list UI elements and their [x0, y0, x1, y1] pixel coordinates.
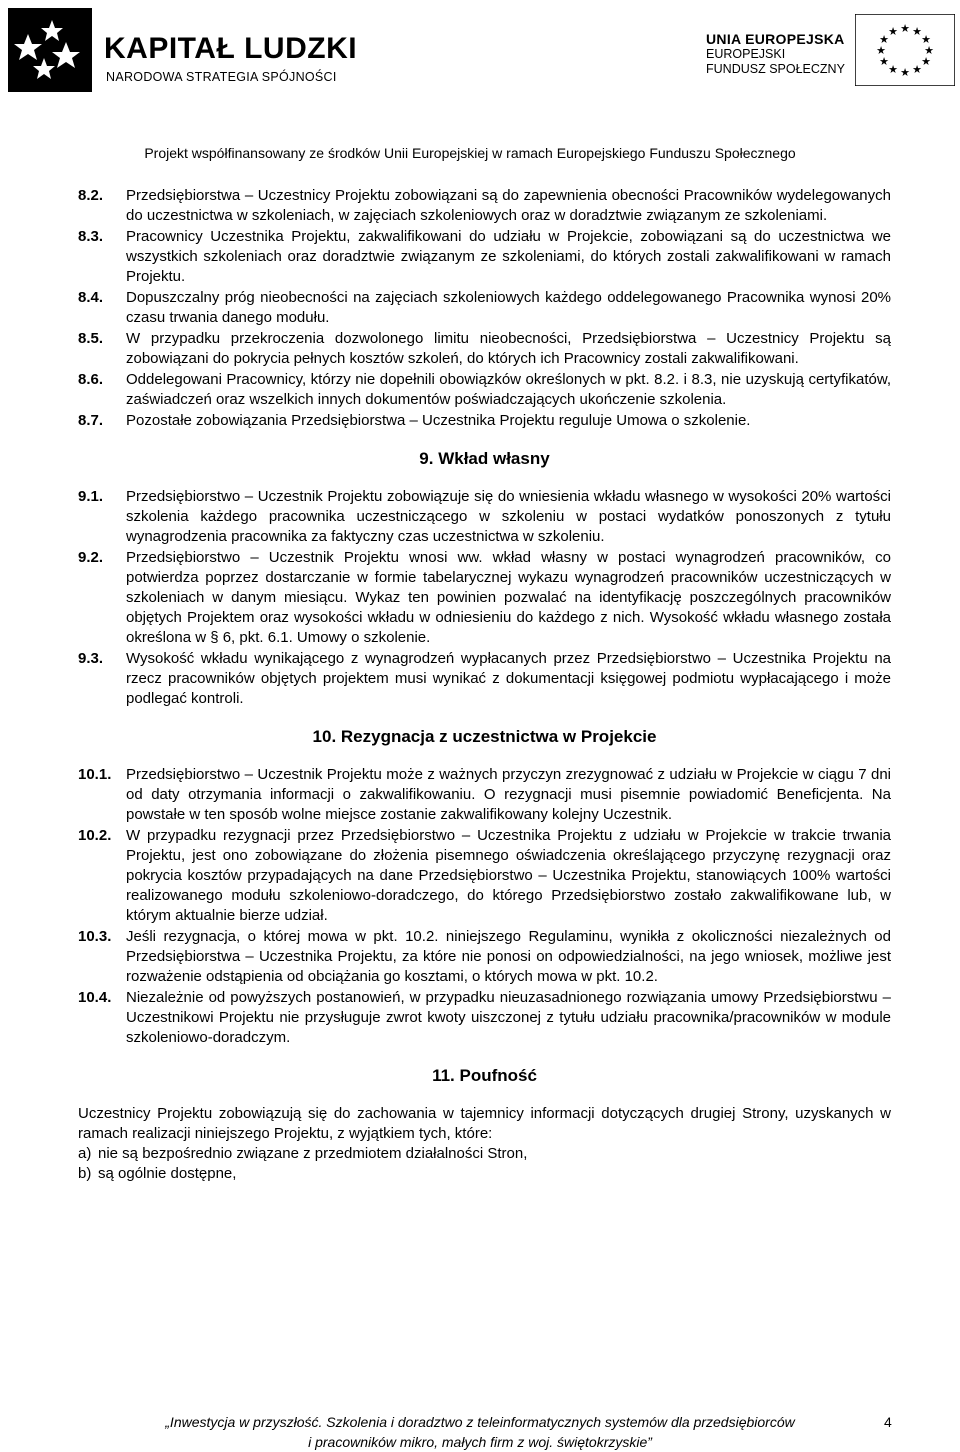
list-letter: a)	[78, 1145, 92, 1162]
clause-text: W przypadku przekroczenia dozwolonego limitu nieobecności, Przedsiębiorstwa – Uczestnicy Projektu są zobowiązani do pokrycia pełnych kosztów szkoleń, do których ich Pracownicy zostali zakwalifikowani.	[126, 330, 891, 367]
document-body	[78, 186, 891, 1184]
clause-text: Pracownicy Uczestnika Projektu, zakwalifikowani do udziału w Projekcie, zobowiązani są do uczestnictwa we wszystkich szkoleniach oraz doradztwie związanym ze szkoleniami, do których zostali zakwalifikowani w ramach Projektu.	[126, 228, 891, 285]
clause-8-6	[78, 370, 891, 410]
section-11-paragraph: Uczestnicy Projektu zobowiązują się do zachowania w tajemnicy informacji dotyczących drugiej Strony, uzyskanych w ramach realizacji niniejszego Projektu, z wyjątkiem tych, które:	[78, 1105, 891, 1142]
clause-text: Wysokość wkładu wynikającego z wynagrodzeń wypłacanych przez Przedsiębiorstwo – Uczestnika Projektu na rzecz pracowników objętych projektem musi wynikać z dokumentacji księgowej podmiotu wypłacającego i może podlegać kontroli.	[126, 650, 891, 707]
clause-8-5	[78, 329, 891, 369]
svg-text:★: ★	[879, 33, 889, 46]
clause-text: Przedsiębiorstwo – Uczestnik Projektu wnosi ww. wkład własny w postaci wynagrodzeń pracowników, co potwierdza poprzez dostarczanie w formie tabelarycznej wykazu wynagrodzeń pracowników uczestniczących w szkoleniach w danym miesiącu. Wykaz ten powinien pozwalać na identyfikację poszczególnych pracowników objętych Projektem oraz wysokości wkładu w odniesieniu do każdego z nich. Wysokość wkładu własnego została określona w § 6, pkt. 6.1. Umowy o szkolenie.	[126, 549, 891, 646]
section-9-heading: 9. Wkład własny	[419, 449, 550, 468]
clause-10-2	[78, 826, 891, 926]
page-number: 4	[884, 1414, 892, 1430]
svg-text:★: ★	[876, 44, 886, 57]
section-10-list	[78, 765, 891, 1048]
svg-text:★: ★	[888, 63, 898, 76]
kapital-ludzki-subtitle: NARODOWA STRATEGIA SPÓJNOŚCI	[106, 70, 337, 84]
clause-text: Jeśli rezygnacja, o której mowa w pkt. 10.2. niniejszego Regulaminu, wynikła z okoliczności niezależnych od Przedsiębiorstwa – Uczestnika Projektu, za które nie ponosi on odpowiedzialności, na jego wniosek, możliwe jest rozważenie odstąpienia od obciążania go kosztami, o których mowa w pkt. 10.2.	[126, 928, 891, 985]
clause-text: W przypadku rezygnacji przez Przedsiębiorstwo – Uczestnika Projektu z udziału w Projekcie w trakcie trwania Projektu, jest ono zobowiązane do złożenia pisemnego oświadczenia określającego przyczynę rezygnacji oraz pokrycia kosztów przypadających na dane Przedsiębiorstwo – Uczestnika Projektu, stanowiących 100% wartości realizowanego modułu szkoleniowo-doradczego, do którego Przedsiębiorstwo zostało zakwalifikowane lub, w którym aktualnie bierze udział.	[126, 827, 891, 924]
clause-text: Pozostałe zobowiązania Przedsiębiorstwa – Uczestnika Projektu reguluje Umowa o szkolenie.	[126, 412, 751, 429]
list-item	[78, 1144, 891, 1164]
clause-number: 10.1.	[78, 766, 112, 783]
footer-line-1: „Inwestycja w przyszłość. Szkolenia i doradztwo z teleinformatycznych systemów dla przedsiębiorców	[165, 1414, 795, 1430]
clause-number: 10.4.	[78, 989, 112, 1006]
clause-number: 9.1.	[78, 488, 104, 505]
clause-number: 10.3.	[78, 928, 112, 945]
clause-text: Przedsiębiorstwa – Uczestnicy Projektu zobowiązani są do zapewnienia obecności Pracowników wydelegowanych do uczestnictwa w szkoleniach, w zajęciach szkoleniowych oraz w doradztwie związanym ze szkoleniami.	[126, 187, 891, 224]
eu-line-3: FUNDUSZ SPOŁECZNY	[706, 62, 845, 76]
clause-number: 9.2.	[78, 549, 104, 566]
clause-number: 8.6.	[78, 371, 104, 388]
section-8-list	[78, 186, 891, 431]
clause-8-4	[78, 288, 891, 328]
clause-number: 9.3.	[78, 650, 104, 667]
clause-text: Przedsiębiorstwo – Uczestnik Projektu zobowiązuje się do wniesienia wkładu własnego w wysokości 20% wartości szkolenia każdego pracownika uczestniczącego w szkoleniu w postaci wydatków ponoszonych z tytułu wynagrodzenia pracownika za faktyczny czas uczestnictwa w szkoleniu.	[126, 488, 891, 545]
clause-text: Przedsiębiorstwo – Uczestnik Projektu może z ważnych przyczyn zrezygnować z udziału w Projekcie w ciągu 7 dni od daty otrzymania informacji o zakwalifikowaniu. O rezygnacji musi pisemnie powiadomić Beneficjenta. Na powstałe w ten sposób wolne miejsce zostanie zakwalifikowany kolejny Uczestnik.	[126, 766, 891, 823]
clause-text: Oddelegowani Pracownicy, którzy nie dopełnili obowiązków określonych w pkt. 8.2. i 8.3, nie uzyskują certyfikatów, zaświadczeń oraz wszelkich innych dokumentów poświadczających ukończenie szkolenia.	[126, 371, 891, 408]
clause-8-2	[78, 186, 891, 226]
footer-line-2: i pracowników mikro, małych firm z woj. świętokrzyskie”	[308, 1434, 652, 1450]
eu-flag-icon	[855, 14, 955, 86]
clause-number: 8.2.	[78, 187, 104, 204]
clause-8-3	[78, 227, 891, 287]
section-11-heading: 11. Poufność	[432, 1066, 537, 1085]
clause-10-4	[78, 988, 891, 1048]
eu-line-1: UNIA EUROPEJSKA	[706, 31, 845, 47]
clause-9-2	[78, 548, 891, 648]
svg-text:★: ★	[921, 55, 931, 68]
kapital-ludzki-logo	[8, 8, 92, 92]
list-text: nie są bezpośrednio związane z przedmiotem działalności Stron,	[98, 1145, 528, 1162]
section-11-list	[78, 1144, 891, 1184]
clause-8-7	[78, 411, 891, 431]
clause-number: 8.5.	[78, 330, 104, 347]
logo-stars-icon	[8, 8, 92, 92]
list-item	[78, 1164, 891, 1184]
svg-text:★: ★	[924, 44, 934, 57]
clause-number: 8.4.	[78, 289, 104, 306]
cofinancing-note: Projekt współfinansowany ze środków Unii Europejskiej w ramach Europejskiego Funduszu Społecznego	[144, 145, 796, 161]
clause-text: Dopuszczalny próg nieobecności na zajęciach szkoleniowych każdego oddelegowanego Pracownika wynosi 20% czasu trwania danego modułu.	[126, 289, 891, 326]
clause-10-3	[78, 927, 891, 987]
svg-text:★: ★	[900, 66, 910, 79]
clause-text: Niezależnie od powyższych postanowień, w przypadku nieuzasadnionego rozwiązania umowy Przedsiębiorstwu – Uczestnikowi Projektu nie przysługuje zwrot kwoty uiszczonej z tytułu udziału pracownika/pracowników w module szkoleniowo-doradczym.	[126, 989, 891, 1046]
clause-number: 8.3.	[78, 228, 104, 245]
clause-9-1	[78, 487, 891, 547]
svg-text:★: ★	[912, 63, 922, 76]
page-header	[0, 0, 960, 170]
svg-text:★: ★	[912, 25, 922, 38]
svg-text:★: ★	[888, 25, 898, 38]
kapital-ludzki-title: KAPITAŁ LUDZKI	[104, 32, 358, 65]
section-9-list	[78, 487, 891, 709]
clause-9-3	[78, 649, 891, 709]
svg-text:★: ★	[879, 55, 889, 68]
clause-number: 10.2.	[78, 827, 112, 844]
list-text: są ogólnie dostępne,	[98, 1165, 237, 1182]
eu-fund-label	[706, 32, 846, 77]
list-letter: b)	[78, 1165, 92, 1182]
eu-line-2: EUROPEJSKI	[706, 47, 786, 61]
clause-number: 8.7.	[78, 412, 104, 429]
clause-10-1	[78, 765, 891, 825]
svg-text:★: ★	[921, 33, 931, 46]
section-10-heading: 10. Rezygnacja z uczestnictwa w Projekcie	[312, 727, 657, 746]
svg-text:★: ★	[900, 22, 910, 35]
